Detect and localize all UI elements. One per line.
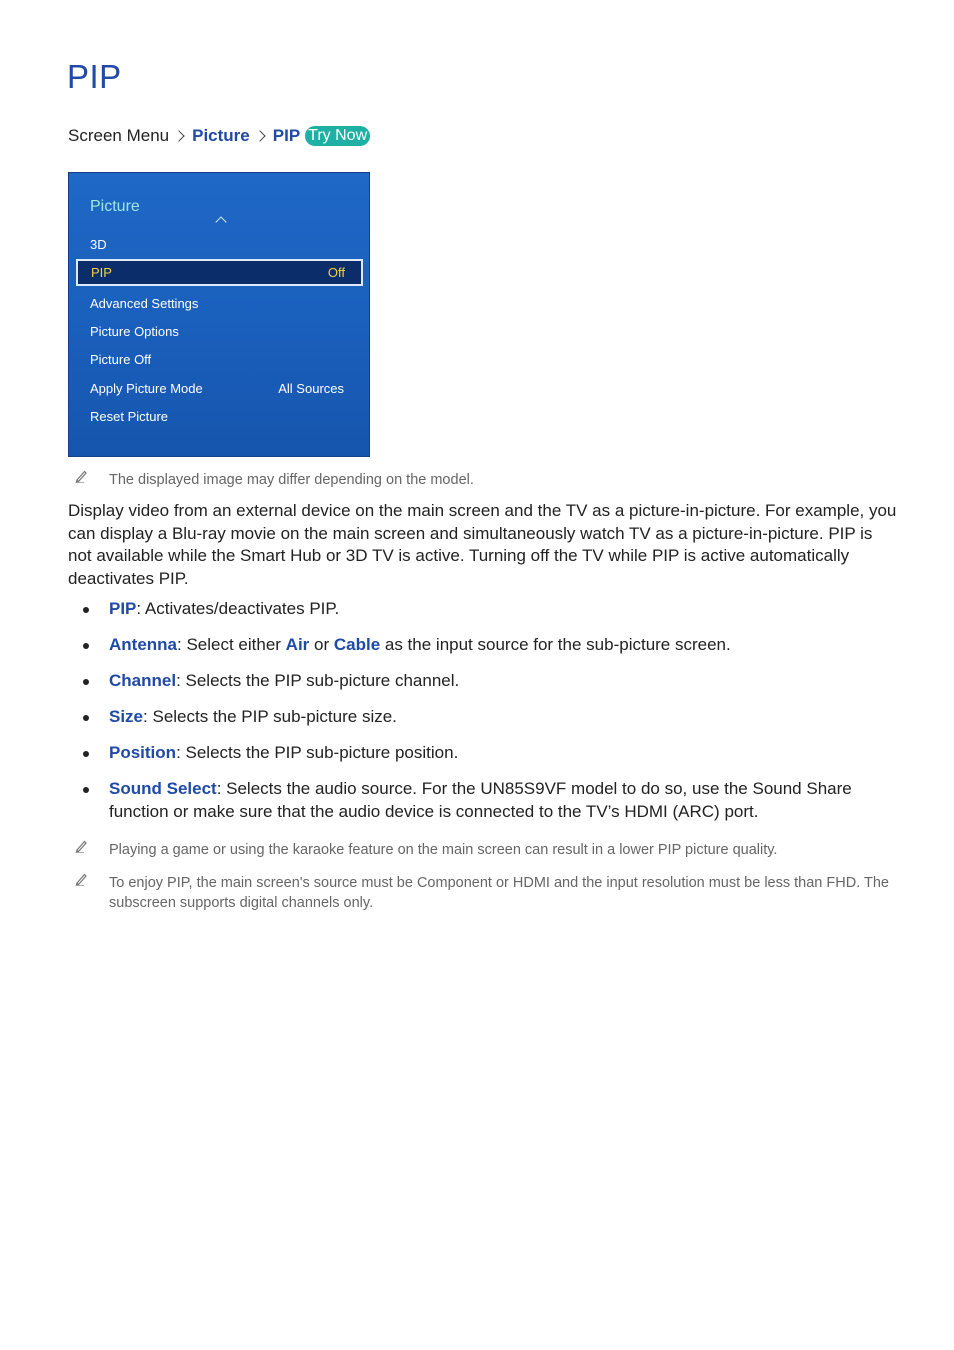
bullet-text: as the input source for the sub-picture screen. (380, 635, 731, 654)
menu-title: Picture (90, 198, 140, 215)
bullet-text: : Selects the PIP sub-picture position. (176, 743, 459, 762)
menu-item-label: PIP (91, 265, 112, 280)
bullet-dot (83, 643, 89, 649)
menu-item-label: Picture Off (90, 352, 152, 367)
bullet-text: : Selects the PIP sub-picture channel. (176, 671, 460, 690)
term-antenna: Antenna (109, 635, 177, 654)
note-game-quality: Playing a game or using the karaoke feature on the main screen can result in a lower PIP picture quality. (109, 842, 778, 858)
breadcrumb (68, 126, 370, 146)
bullet-dot (83, 607, 89, 613)
bullet-text: : Selects the PIP sub-picture size. (143, 707, 397, 726)
chevron-up-icon (215, 216, 226, 227)
bullet-dot (83, 715, 89, 721)
term-air: Air (285, 635, 310, 654)
bullet-dot (83, 679, 89, 685)
pencil-icon (74, 872, 88, 886)
breadcrumb-link-picture[interactable]: Picture (192, 126, 250, 145)
chevron-right-icon (254, 130, 265, 141)
breadcrumb-link-pip[interactable]: PIP (272, 126, 301, 145)
pencil-icon (74, 839, 88, 853)
note-source-requirements: To enjoy PIP, the main screen's source must be Component or HDMI and the input resolution must be less than FHD. The subscreen supports digital channels only. (109, 875, 889, 911)
list-item-channel (109, 670, 899, 693)
menu-item-label: Advanced Settings (90, 296, 199, 311)
bullet-text: : Select either (177, 635, 286, 654)
menu-item-label: 3D (90, 237, 107, 252)
bullet-dot (83, 751, 89, 757)
bullet-text: : Activates/deactivates PIP. (136, 599, 340, 618)
breadcrumb-root: Screen Menu (68, 126, 170, 145)
list-item-size (109, 706, 899, 729)
page-title: PIP (67, 58, 122, 95)
list-item-pip (109, 598, 899, 621)
menu-item-3d (90, 237, 344, 252)
menu-item-value: Off (327, 265, 345, 280)
list-item-position (109, 742, 899, 765)
bullet-text: or (309, 635, 334, 654)
term-sound-select: Sound Select (109, 779, 217, 798)
menu-item-label: Picture Options (90, 324, 179, 339)
term-channel: Channel (109, 671, 177, 690)
menu-item-picture-off (90, 352, 344, 367)
menu-item-label: Reset Picture (90, 409, 169, 424)
term-position: Position (109, 743, 177, 762)
list-item-antenna (109, 634, 899, 657)
note-model-differ: The displayed image may differ depending on the model. (109, 472, 474, 488)
bullet-text: : Selects the audio source. For the UN85S9VF model to do so, use the Sound Share function or make sure that the audio device is connected to the TV’s HDMI (ARC) port. (109, 779, 852, 821)
chevron-right-icon (173, 130, 184, 141)
list-item-sound-select (109, 778, 899, 823)
menu-item-label: Apply Picture Mode (90, 381, 203, 396)
term-cable: Cable (333, 635, 381, 654)
menu-item-pip (76, 259, 363, 286)
menu-item-apply-picture-mode (90, 381, 344, 396)
try-now-button[interactable]: Try Now (305, 126, 370, 146)
term-size: Size (109, 707, 144, 726)
pencil-icon (74, 469, 88, 483)
menu-item-reset-picture (90, 409, 344, 424)
term-pip: PIP (109, 599, 137, 618)
menu-item-value: All Sources (278, 381, 344, 396)
menu-item-advanced-settings (90, 296, 344, 311)
menu-item-picture-options (90, 324, 344, 339)
description-paragraph: Display video from an external device on the main screen and the TV as a picture-in-picture. For example, you can display a Blu-ray movie on the main screen and simultaneously watch TV as a picture-in-picture. PIP is not available while the Smart Hub or 3D TV is active. Turning off the TV while PIP is active automatically deactivates PIP. (68, 501, 897, 588)
bullet-dot (83, 787, 89, 793)
tv-menu-screenshot (68, 172, 370, 457)
